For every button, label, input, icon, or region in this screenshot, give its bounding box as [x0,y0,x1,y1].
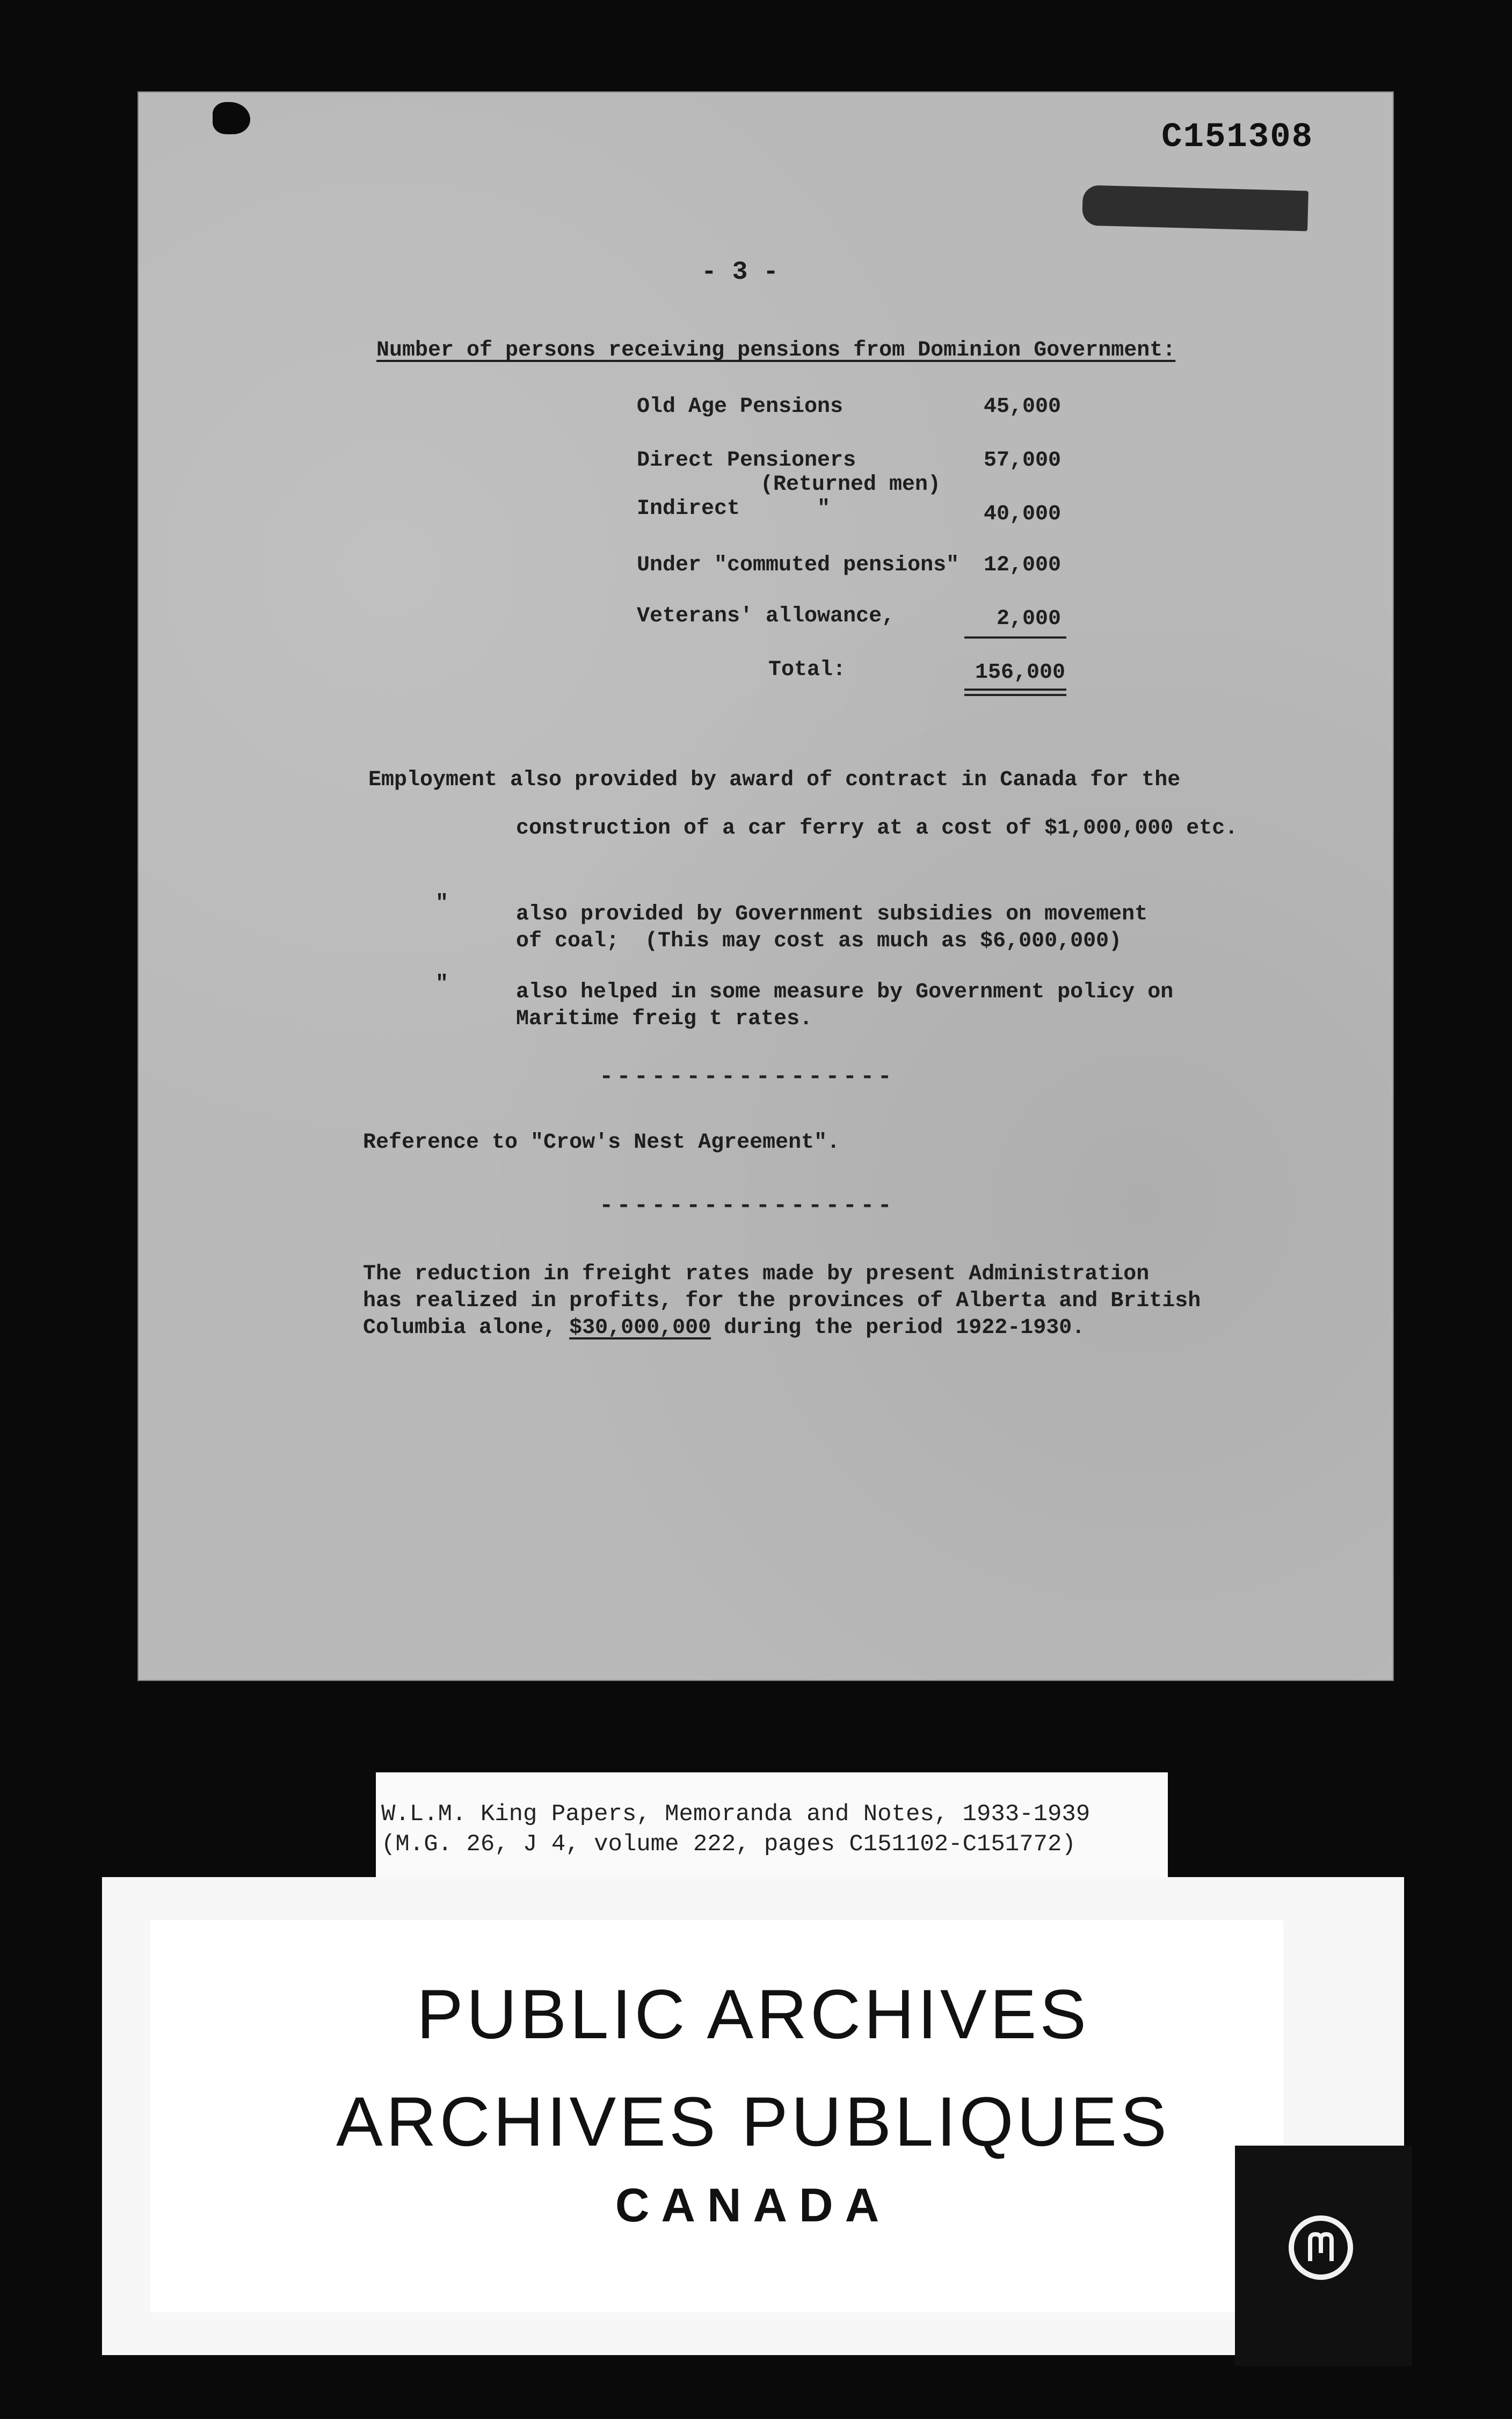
pension-label: Veterans' allowance, [637,604,895,628]
microfilm-logo-icon [1289,2215,1353,2280]
sum-rule [964,636,1066,639]
citation-line: (M.G. 26, J 4, volume 222, pages C151102-C151772) [381,1831,1076,1858]
pensions-heading: Number of persons receiving pensions from Dominion Government: [376,338,1176,363]
total-value: 156,000 [975,661,1066,685]
separator: ----------------- [599,1063,895,1090]
crows-nest-reference: Reference to "Crow's Nest Agreement". [363,1131,840,1155]
pension-label: Indirect " [637,497,831,521]
archives-card [102,1877,1404,2355]
freight-line: also helped in some measure by Government policy on [516,980,1174,1004]
pension-value: 40,000 [983,502,1061,526]
pension-label: Under "commuted pensions" [637,553,959,577]
citation-line: W.L.M. King Papers, Memoranda and Notes, 1933-1939 [381,1801,1091,1828]
typewritten-page [137,91,1394,1681]
reduction-text: during the period 1922-1930. [711,1316,1085,1340]
citation-label [376,1772,1168,1891]
archives-title-fr: ARCHIVES PUBLIQUES [336,2082,1170,2161]
pension-value: 45,000 [983,395,1061,419]
reduction-line [363,1316,1085,1340]
reduction-text: Columbia alone, [363,1316,570,1340]
employment-line: Employment also provided by award of contract in Canada for the [368,768,1181,792]
total-rule [964,689,1066,691]
redacted-stamp [1082,185,1309,231]
coal-line: also provided by Government subsidies on movement [516,902,1148,926]
reduction-line: The reduction in freight rates made by present Administration [363,1262,1150,1286]
pension-label: Old Age Pensions [637,395,844,419]
coal-line: of coal; (This may cost as much as $6,000,000) [516,929,1122,953]
pension-label: Direct Pensioners [637,448,856,473]
pension-sub-note: (Returned men) [760,473,941,497]
ditto-mark: " [435,972,449,996]
archive-number: C151308 [1161,118,1313,157]
torn-corner [213,102,250,134]
employment-line: construction of a car ferry at a cost of $1,000,000 etc. [516,816,1238,841]
ditto-mark: " [435,892,449,916]
pension-value: 57,000 [983,448,1061,473]
freight-line: Maritime freig t rates. [516,1007,813,1031]
archives-country: CANADA [615,2178,891,2232]
logo-panel [1235,2146,1412,2366]
separator: ----------------- [599,1192,895,1219]
archives-title-en: PUBLIC ARCHIVES [416,1975,1090,2053]
total-rule-double [964,694,1066,696]
pension-value: 12,000 [983,553,1061,577]
reduction-line: has realized in profits, for the provinces of Alberta and British [363,1289,1201,1313]
pension-value: 2,000 [996,607,1061,631]
total-label: Total: [768,658,846,682]
page-number: - 3 - [701,258,779,287]
reduction-amount: $30,000,000 [569,1316,711,1340]
